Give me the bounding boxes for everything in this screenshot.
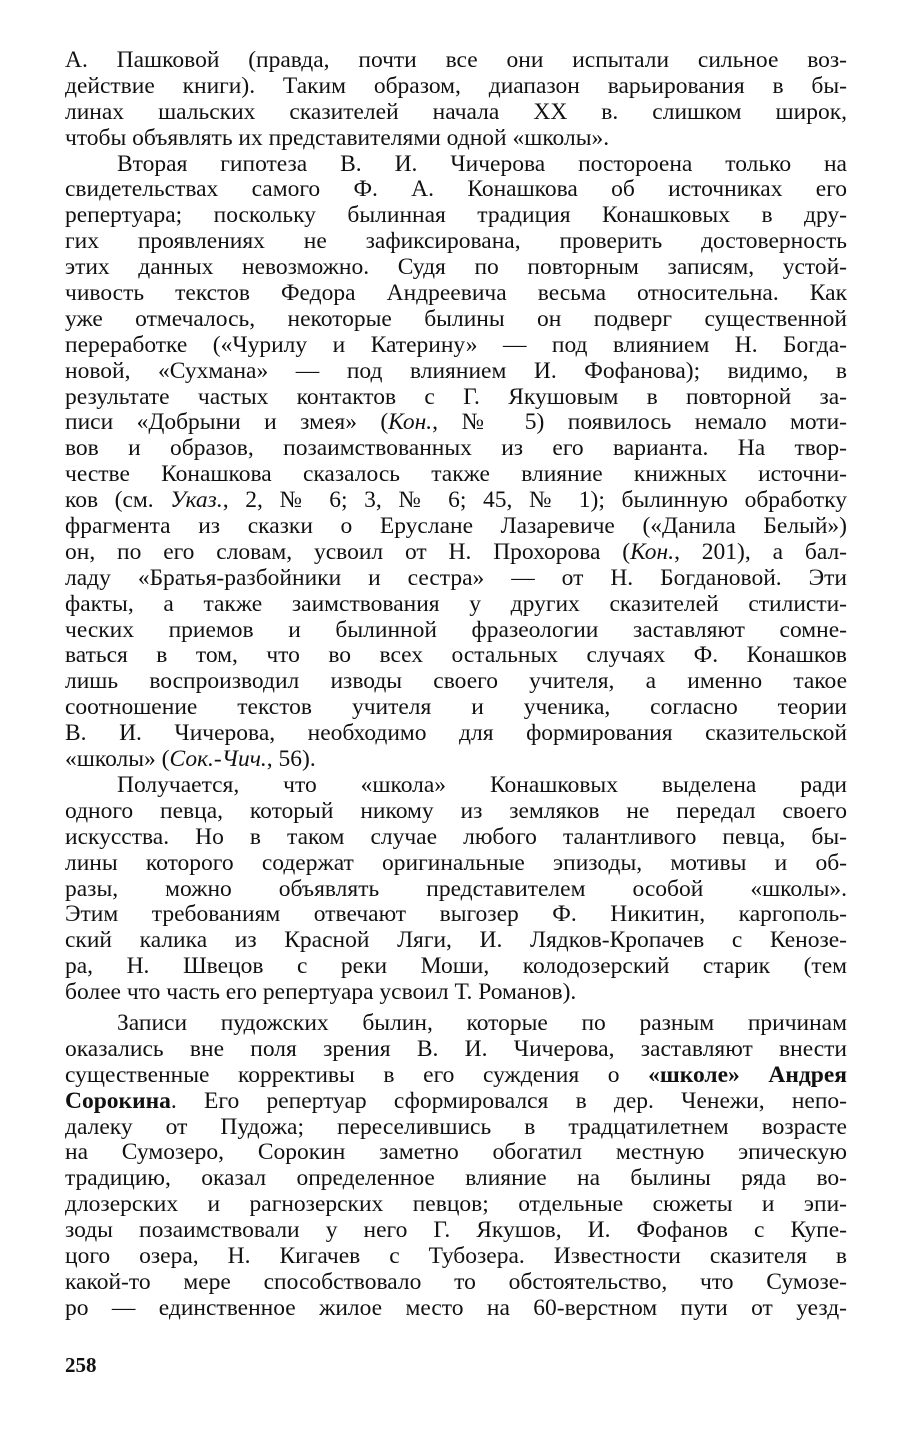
text-segment: честве Конашкова сказалось также влияние книжных источни- [65,462,847,488]
text-line [65,177,847,203]
text-segment: Получается, что «школа» Конашковых выделена ради [117,772,847,798]
text-line [65,229,847,255]
text-segment: , № 5) появилось немало моти- [432,410,847,436]
text-segment: Этим требованиям отвечают выгозер Ф. Никитин, каргополь- [65,902,847,928]
text-segment: , 56). [266,747,316,773]
text-line [65,877,847,903]
text-line [65,799,847,825]
italic-citation: Указ. [170,488,223,514]
text-segment: Вторая гипотеза В. И. Чичерова постороена только на [117,151,847,177]
text-line [65,747,847,773]
text-segment: свидетельствах самого Ф. А. Конашкова об источниках его [65,177,847,203]
text-segment: . Его репертуар сформировался в дер. Ченежи, непо- [170,1088,847,1114]
text-segment: традицию, оказал определенное влияние на былины ряда во- [65,1166,847,1192]
bold-text: Сорокина [65,1088,171,1114]
text-line [65,851,847,877]
text-line [65,1244,847,1270]
text-segment: цого озера, Н. Кигачев с Тубозера. Известности сказителя в [65,1243,847,1269]
text-segment: ков (см. [65,488,171,514]
text-line [65,462,847,488]
text-segment: лины которого содержат оригинальные эпизоды, мотивы и об- [65,850,847,876]
text-segment: более что часть его репертуара усвоил Т. Романов). [65,980,577,1006]
text-segment: чивость текстов Федора Андреевича весьма относительна. Как [65,281,847,307]
text-line [65,100,847,126]
text-line [65,281,847,307]
text-line [65,1037,847,1063]
text-line [65,1218,847,1244]
text-line [65,721,847,747]
text-line [65,410,847,436]
text-line [65,126,847,152]
text-line [65,825,847,851]
text-line [65,514,847,540]
text-line [65,1089,847,1115]
text-segment: этих данных невозможно. Судя по повторным записям, устой- [65,255,847,281]
text-line [65,74,847,100]
text-line [65,1192,847,1218]
text-line [65,1115,847,1141]
text-line [65,618,847,644]
text-line [65,48,847,74]
italic-citation: Сок.-Чич. [169,747,267,773]
text-line [65,592,847,618]
text-segment: уже отмечалось, некоторые былины он подверг существенной [65,306,847,332]
text-segment: Записи пудожских былин, которые по разным причинам [117,1010,847,1036]
text-line [65,1140,847,1166]
text-segment: линах шальских сказителей начала XX в. слишком широк, [65,99,847,125]
text-line [65,1166,847,1192]
text-segment: далеку от Пудожа; переселившись в традцатилетнем возрасте [65,1114,847,1140]
text-line [65,385,847,411]
text-segment: на Сумозеро, Сорокин заметно обогатил местную эпическую [65,1140,847,1166]
text-segment: новой, «Сухмана» — под влиянием И. Фофанова); видимо, в [65,358,847,384]
text-line [65,152,847,178]
text-line [65,203,847,229]
text-segment: «школы» ( [65,747,170,773]
text-segment: длозерских и рагнозерских певцов; отдельные сюжеты и эпи- [65,1192,847,1218]
text-segment: существенные коррективы в его суждения о [65,1062,649,1088]
text-segment: ческих приемов и былинной фразеологии заставляют сомне- [65,617,847,643]
text-segment: зоды позаимствовали у него Г. Якушов, И. Фофанов с Купе- [65,1218,847,1244]
text-line [65,669,847,695]
text-line [65,643,847,669]
page-body-text [65,48,847,1322]
text-segment: лишь воспроизводил изводы своего учителя, а именно такое [65,669,847,695]
italic-citation: Кон. [630,539,675,565]
text-segment: разы, можно объявлять представителем особой «школы». [65,876,847,902]
text-line [65,255,847,281]
text-segment: факты, а также заимствования у других сказителей стилисти- [65,591,847,617]
text-segment: соотношение текстов учителя и ученика, согласно теории [65,695,847,721]
text-line [65,333,847,359]
text-line [65,902,847,928]
italic-citation: Кон. [388,410,433,436]
text-segment: искусства. Но в таком случае любого талантливого певца, бы- [65,824,847,850]
text-line [65,488,847,514]
text-segment: ваться в том, что во всех остальных случаях Ф. Конашков [65,643,847,669]
page-number: 258 [65,1353,97,1377]
text-line [65,1270,847,1296]
text-line [65,695,847,721]
text-line [65,359,847,385]
text-segment: результате частых контактов с Г. Якушовым в повторной за- [65,384,847,410]
text-line [65,307,847,333]
text-segment: , 2, № 6; 3, № 6; 45, № 1); былинную обработку [222,488,847,514]
text-segment: одного певца, который никому из земляков не передал своего [65,798,847,824]
text-line [65,773,847,799]
text-segment: репертуара; поскольку былинная традиция Конашковых в дру- [65,203,847,229]
text-segment: ро — единственное жилое место на 60-верстном пути от уезд- [65,1295,847,1321]
text-segment: писи «Добрыни и змея» ( [65,410,389,436]
text-line [65,1063,847,1089]
text-segment: В. И. Чичерова, необходимо для формирования сказительской [65,721,847,747]
text-segment: вов и образов, позаимствованных из его варианта. На твор- [65,436,847,462]
text-segment: он, по его словам, усвоил от Н. Прохорова ( [65,539,631,565]
text-segment: действие книги). Таким образом, диапазон варьирования в бы- [65,73,847,99]
bold-text: «школе» Андрея [648,1062,847,1088]
text-segment: какой-то мере способствовало то обстоятельство, что Сумозе- [65,1269,847,1295]
text-segment: оказались вне поля зрения В. И. Чичерова, заставляют внести [65,1036,847,1062]
text-segment: ра, Н. Швецов с реки Моши, колодозерский старик (тем [65,954,847,980]
text-segment: , 201), а бал- [674,539,847,565]
text-segment: переработке («Чурилу и Катерину» — под влиянием Н. Богда- [65,332,847,358]
text-segment: А. Пашковой (правда, почти все они испытали сильное воз- [65,48,847,73]
text-line [65,436,847,462]
text-segment: ладу «Братья-разбойники и сестра» — от Н. Богдановой. Эти [65,565,847,591]
text-line [65,980,847,1006]
text-segment: ский калика из Красной Ляги, И. Лядков-Кропачев с Кенозе- [65,928,847,954]
text-line [65,954,847,980]
text-line [65,1296,847,1322]
text-segment: гих проявлениях не зафиксирована, проверить достоверность [65,229,847,255]
text-line [65,1011,847,1037]
text-line [65,566,847,592]
text-segment: чтобы объявлять их представителями одной «школы». [65,125,610,151]
text-segment: фрагмента из сказки о Еруслане Лазаревиче («Данила Белый») [65,514,847,540]
text-line [65,540,847,566]
text-line [65,928,847,954]
